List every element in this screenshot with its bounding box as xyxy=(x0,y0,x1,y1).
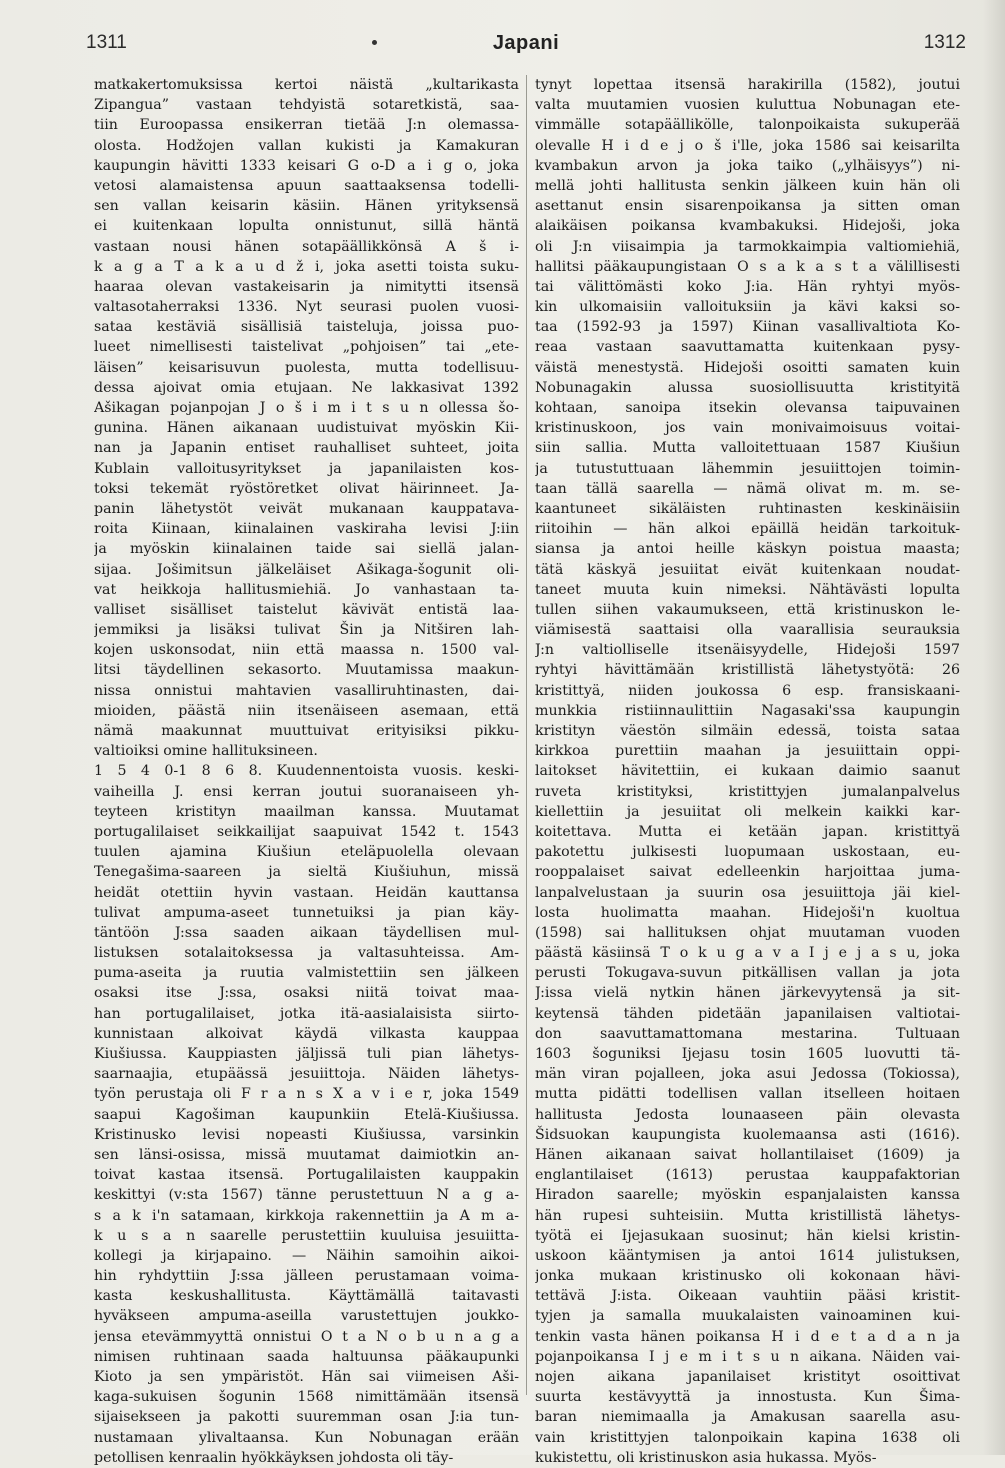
text-line: kaantuneet sikäläisten ruhtinasten keskinäisiin xyxy=(535,500,960,517)
text-line: kristityn väestön silmäin edessä, toista sataa xyxy=(535,723,960,739)
text-line: don saavuttamattomana mestarina. Tultuaan xyxy=(535,1025,960,1042)
text-line: valta muutamien vuosien kuluttua Nobunagan ete- xyxy=(535,97,960,114)
text-line: tyjen ja samalla muukalaisten vainoaminen kui- xyxy=(535,1308,960,1325)
text-line: Kublain valloitusyritykset ja japanilaisten kos- xyxy=(94,460,519,477)
running-title: Japani xyxy=(492,32,560,54)
text-line: heidät otettiin hyvin vastaan. Heidän kauttansa xyxy=(94,884,519,901)
text-line: taa (1592-93 ja 1597) Kiinan vasallivaltiota Ko- xyxy=(535,319,960,336)
text-column-left xyxy=(94,75,519,1468)
text-line: taneet muuta kuin nimeksi. Nähtävästi lopulta xyxy=(535,581,960,598)
text-line: kohtaan, sanoipa itsekin olevansa taipuvainen xyxy=(535,400,960,416)
text-line: dessa ajoivat omia etujaan. Ne lakkasivat 1392 xyxy=(94,379,519,396)
column-divider xyxy=(526,75,527,1395)
page-number-left: 1311 xyxy=(86,32,127,53)
text-line: tuulen ajamina Kiušiun eteläpuolella olevaan xyxy=(94,844,519,861)
text-line: lanpalvelustaan ja suurin osa jesuiittoja jäi kiel- xyxy=(535,884,960,901)
page-edge-shadow xyxy=(983,0,1005,1455)
text-line: vastaan nousi hänen sotapäällikkönsä A š i- xyxy=(94,238,519,255)
text-line: vetosi alamaistensa apuun saattaaksensa todelli- xyxy=(94,177,519,194)
text-line: perusti Tokugava-suvun pitkällisen vallan ja jota xyxy=(535,965,960,982)
text-line: rooppalaiset saivat edelleenkin harjoittaa juma- xyxy=(535,864,960,881)
text-line: täntöön J:ssa saaden aikaan täydellisen mul- xyxy=(94,924,519,941)
text-line: uskoon kääntymisen ja antoi 1614 julistuksen, xyxy=(535,1247,960,1264)
text-line: tätä käskyä jesuiitat eivät kuitenkaan noudat- xyxy=(535,561,960,578)
text-line: listuksen sotalaitoksessa ja valtasuhteissa. Am- xyxy=(94,945,519,962)
text-line: sijaa. Jošimitsun jälkeläiset Ašikaga-šogunit oli- xyxy=(94,561,519,578)
text-line: reaa vastaan saavuttamatta kuitenkaan pysy- xyxy=(535,339,960,356)
text-line: työtä ei Ijejasukaan suosinut; hän kielsi kristin- xyxy=(535,1227,960,1244)
text-line: Kiušiussa. Kauppiasten jäljissä tuli pian lähetys- xyxy=(94,1046,519,1062)
text-line: ja myöskin kiinalainen taide sai siellä jalan- xyxy=(94,541,519,558)
text-line: sen vallan keisarin käsiin. Hänen yrityksensä xyxy=(94,198,519,215)
text-line: (1598) sai hallituksen ohjat muutaman vuoden xyxy=(535,924,960,941)
text-line: saarnaajia, etupäässä jesuiittoja. Näiden lähetys- xyxy=(94,1066,519,1083)
text-line: kvambakun arvon ja joka taiko („ylhäisyys”) ni- xyxy=(535,157,960,174)
text-line: päästä käsiinsä T o k u g a v a I j e j a s u, joka xyxy=(535,945,960,962)
text-line: Hiradon saarelle; myöskin espanjalaisten kanssa xyxy=(535,1187,960,1204)
text-line: hyväkseen ampuma-aseilla varustettujen joukko- xyxy=(94,1308,519,1325)
text-line: mioiden, päästä niin itsenäiseen asemaan, että xyxy=(94,702,519,719)
text-line: englantilaiset (1613) perustaa kauppafaktorian xyxy=(535,1167,960,1184)
text-line: nämä maakunnat muuttuivat erityisiksi pikku- xyxy=(94,723,519,739)
text-line: ja tutustuttuaan lähemmin jesuiittojen toimin- xyxy=(535,460,960,477)
text-line: han portugalilaiset, jotka itä-aasialaisista siirto- xyxy=(94,1005,519,1022)
text-line: lueet nimellisesti taistelivat „pohjoisen” tai „ete- xyxy=(94,339,519,356)
text-line: asettanut ensin sisarenpoikansa ja sitten oman xyxy=(535,198,960,215)
text-line: kirkkoa purettiin maahan ja jesuiittain oppi- xyxy=(535,743,960,760)
text-line: suurta kestävyyttä ja innostusta. Kun Šima- xyxy=(535,1389,960,1406)
text-line: valtioiksi omine hallituksineen. xyxy=(94,743,318,760)
text-line: siin sallia. Mutta valloitettuaan 1587 Kiušiun xyxy=(535,440,960,457)
text-line: litsi täydellinen sekasorto. Muutamissa maakun- xyxy=(94,662,519,679)
text-line: keytensä tähden pidetään japanilaisen valtiotai- xyxy=(535,1005,960,1022)
text-line: olevalle H i d e j o š i'lle, joka 1586 sai keisarilta xyxy=(535,137,960,154)
text-line: gunina. Hänen aikanaan uudistuivat myöskin Kii- xyxy=(94,420,519,437)
text-line: ei kuitenkaan lopulta onnistunut, sillä häntä xyxy=(94,218,519,235)
text-line: jensa etevämmyyttä onnistui O t a N o b u n a g a xyxy=(94,1328,519,1345)
text-line: tai välittömästi koko J:ia. Hän ryhtyi myös- xyxy=(535,278,960,295)
page-header xyxy=(86,32,966,60)
text-line: alaikäisen poikansa kvambakuksi. Hidejoši, joka xyxy=(535,218,960,235)
text-line: osaksi itse J:ssa, osaksi niitä toivat maa- xyxy=(94,985,519,1002)
text-line: olosta. Hodžojen vallan kukisti ja Kamakuran xyxy=(94,137,519,154)
text-line: jonka mukaan kristinusko oli kokonaan hävi- xyxy=(535,1268,960,1285)
text-line: kollegi ja kirjapaino. — Näihin samoihin aikoi- xyxy=(94,1247,519,1264)
text-line: Hänen aikanaan saivat hollantilaiset (1609) ja xyxy=(535,1146,960,1163)
text-line: ryhtyi hävittämään kristillistä lähetystyötä: 26 xyxy=(535,662,960,679)
text-line: Kioto ja sen ympäristöt. Hän sai viimeisen Aši- xyxy=(94,1369,519,1385)
text-line: tynyt lopettaa itsensä harakirilla (1582), joutui xyxy=(535,77,960,93)
text-line: hän rupesi suhteisiin. Mutta kristillistä lähetys- xyxy=(535,1207,960,1224)
text-line: koitettava. Mutta ei ketään japan. kristittyä xyxy=(535,823,960,840)
text-line: vain kristittyjen talonpoikain kapina 1638 oli xyxy=(535,1429,960,1446)
text-line: kunnistaan alkoivat käydä vilkasta kauppaa xyxy=(94,1025,519,1042)
text-line: 1603 šoguniksi Ijejasu tosin 1605 luovutti tä- xyxy=(535,1046,960,1062)
text-line: kiellettiin ja jesuiitat oli melkein kaikki kar- xyxy=(535,803,960,820)
text-line: kin ulkomaisiin valloituksiin ja kävi kaksi so- xyxy=(535,299,960,316)
text-line: Tenegašima-saareen ja sieltä Kiušiuhun, missä xyxy=(94,864,519,881)
text-line: kaupungin hävitti 1333 keisari G o-D a i g o, joka xyxy=(94,157,519,174)
text-line: matkakertomuksissa kertoi näistä „kultarikasta xyxy=(94,77,519,93)
text-line: tullen siihen vakaumukseen, että kristinuskon le- xyxy=(535,601,960,618)
text-line: saapui Kagošiman kaupunkiin Etelä-Kiušiussa. xyxy=(94,1106,519,1123)
text-line: J:issa vielä nytkin hänen järkevyytensä ja sit- xyxy=(535,985,960,1002)
text-line: valtasotaherraksi 1336. Nyt seurasi puolen vuosi- xyxy=(94,299,519,316)
text-line: baran niemimaalla ja Amakusan saarella asu- xyxy=(535,1409,960,1426)
text-line: kasta keskushallitusta. Käyttämällä taitavasti xyxy=(94,1288,519,1305)
text-line: sataa kestäviä sisällisiä taisteluja, joissa puo- xyxy=(94,319,519,336)
text-line: nimisen ruhtinaan saada haltuunsa pääkaupunki xyxy=(94,1348,519,1365)
text-line: laitokset hävitettiin, ei kukaan daimio saanut xyxy=(535,763,960,780)
text-line: sijaisekseen ja pakotti suuremman osan J:ia tun- xyxy=(94,1409,519,1426)
text-line: Kristinusko levisi nopeasti Kiušiussa, varsinkin xyxy=(94,1126,519,1143)
text-line: k u s a n saarelle perustettiin kuuluisa jesuiitta- xyxy=(94,1227,519,1244)
text-line: hallitusta Jedosta lounaaseen päin olevasta xyxy=(535,1106,960,1123)
text-line: portugalilaiset seikkailijat saapuivat 1542 t. 1543 xyxy=(94,823,519,840)
text-line: kristinuskoon, jos vain monivaimoisuus voitai- xyxy=(535,420,960,437)
text-line: läisen” keisarisuvun puolesta, mutta todellisuu- xyxy=(94,359,519,376)
text-line: tettävä J:ista. Oikeaan vauhtiin pääsi kristit- xyxy=(535,1288,960,1305)
text-line: losta huolimatta maahan. Hidejoši'n kuoltua xyxy=(535,904,960,921)
text-line: viämisestä saattaisi olla vaarallisia seurauksia xyxy=(535,622,960,639)
text-line: Ašikagan pojanpojan J o š i m i t s u n ollessa šo- xyxy=(94,400,519,416)
text-line: riitoihin — hän alkoi epäillä heidän tarkoituk- xyxy=(535,521,960,538)
text-line: kukistettu, oli kristinuskon asia hukassa. Myös- xyxy=(535,1449,877,1466)
text-line: Zipangua” vastaan tehdyistä sotaretkistä, saa- xyxy=(94,97,519,114)
text-line: ruveta kristityksi, kristittyjen jumalanpalvelus xyxy=(535,783,960,800)
text-line: munkkia ristiinnaulittiin Nagasaki'ssa kaupungin xyxy=(535,702,960,719)
text-line: kojen uskonsodat, niin että maassa n. 1500 val- xyxy=(94,642,519,659)
text-line: tenkin vasta hänen poikansa H i d e t a d a n ja xyxy=(535,1328,960,1345)
text-line: pakotettu julkisesti luopumaan uskostaan, eu- xyxy=(535,844,960,861)
text-line: puma-aseita ja ruutia valmistettiin sen jälkeen xyxy=(94,965,519,982)
text-line: mellä johti hallitusta senkin jälkeen kuin hän oli xyxy=(535,177,960,194)
text-line: roita Kiinaan, kiinalainen vaskiraha levisi J:iin xyxy=(94,521,519,538)
text-line: teyteen kristityn maailman kanssa. Muutamat xyxy=(94,803,519,820)
text-line: nissa onnistui mahtavien vasalliruhtinasten, dai- xyxy=(94,682,519,699)
text-line: mutta pidätti todellisen vallan itselleen hoitaen xyxy=(535,1086,960,1103)
text-line: panin lähetystöt veivät mukanaan kauppatava- xyxy=(94,500,519,517)
text-line: Šidsuokan kaupungista kuolemaansa asti (1616). xyxy=(535,1126,960,1143)
text-line: kristittyä, niiden joukossa 6 esp. fransiskaani- xyxy=(535,682,960,699)
text-line: nustamaan ylivaltaansa. Kun Nobunagan erään xyxy=(94,1429,519,1446)
text-line: kaga-sukuisen šogunin 1568 nimittämään itsensä xyxy=(94,1389,519,1406)
text-line: tulivat ampuma-aseet tunnetuiksi ja pian käy- xyxy=(94,904,519,921)
text-line: keskittyi (v:sta 1567) tänne perustettuun N a g a- xyxy=(94,1187,519,1204)
text-line: hin ryhdyttiin J:ssa jälleen perustamaan voima- xyxy=(94,1268,519,1285)
text-line: tiin Euroopassa ensikerran tietää J:n olemassa- xyxy=(94,117,519,134)
text-line: pojanpoikansa I j e m i t s u n aikana. Näiden vai- xyxy=(535,1348,960,1365)
text-line: män viran pojalleen, joka asui Jedossa (Tokiossa), xyxy=(535,1066,960,1083)
text-line: nan ja Japanin entiset rauhalliset suhteet, joita xyxy=(94,440,519,457)
text-line: petollisen kenraalin hyökkäyksen johdosta oli täy- xyxy=(94,1449,454,1466)
text-line: oli J:n viisaimpia ja tarmokkaimpia valtiomiehiä, xyxy=(535,238,960,255)
text-line: jemmiksi ja lisäksi tulivat Šin ja Nitširen lah- xyxy=(94,622,519,639)
text-line: vimmälle sotapäällikölle, talonpoikaista sukuperää xyxy=(535,117,960,134)
text-line: 1 5 4 0-1 8 6 8. Kuudennentoista vuosis. keski- xyxy=(94,763,519,780)
text-line: nojen aikana japanilaiset kristityt osoittivat xyxy=(535,1369,960,1385)
text-line: vaiheilla J. ensi kerran joutui suoranaiseen yh- xyxy=(94,783,519,800)
text-line: toksi tekemät ryöstöretket olivat häirinneet. Ja- xyxy=(94,480,519,497)
text-line: k a g a T a k a u d ž i, joka asetti toista suku- xyxy=(94,258,519,275)
text-line: vat heikkoja hallitusmiehiä. Jo vanhastaan ta- xyxy=(94,581,519,598)
text-line: sen länsi-osissa, missä muutamat daimiotkin an- xyxy=(94,1146,519,1163)
text-line: valliset sisälliset taistelut kävivät entistä laa- xyxy=(94,601,519,618)
page-number-right: 1312 xyxy=(923,32,966,53)
text-column-right xyxy=(535,75,960,1468)
text-line: taan tällä saarella — nämä olivat m. m. se- xyxy=(535,480,960,497)
text-line: väistä menestystä. Hidejoši osoitti samaten kuin xyxy=(535,359,960,376)
text-line: Nobunagakin alussa suosiollisuutta kristityitä xyxy=(535,379,960,396)
text-line: hallitsi pääkaupungistaan O s a k a s t a välillisesti xyxy=(535,258,960,275)
text-line: s a k i'n satamaan, kirkkoja rakennettiin ja A m a- xyxy=(94,1207,519,1224)
text-line: toivat kastaa itsensä. Portugalilaisten kauppakin xyxy=(94,1167,519,1184)
text-line: työn perustaja oli F r a n s X a v i e r, joka 1549 xyxy=(94,1086,519,1103)
text-line: haaraa olevan vastakeisarin ja nimitytti itsensä xyxy=(94,278,519,295)
text-line: siansa ja antoi heille käskyn poistua maasta; xyxy=(535,541,960,558)
text-line: J:n valtiolliselle itsenäisyydelle, Hidejoši 1597 xyxy=(535,642,960,659)
